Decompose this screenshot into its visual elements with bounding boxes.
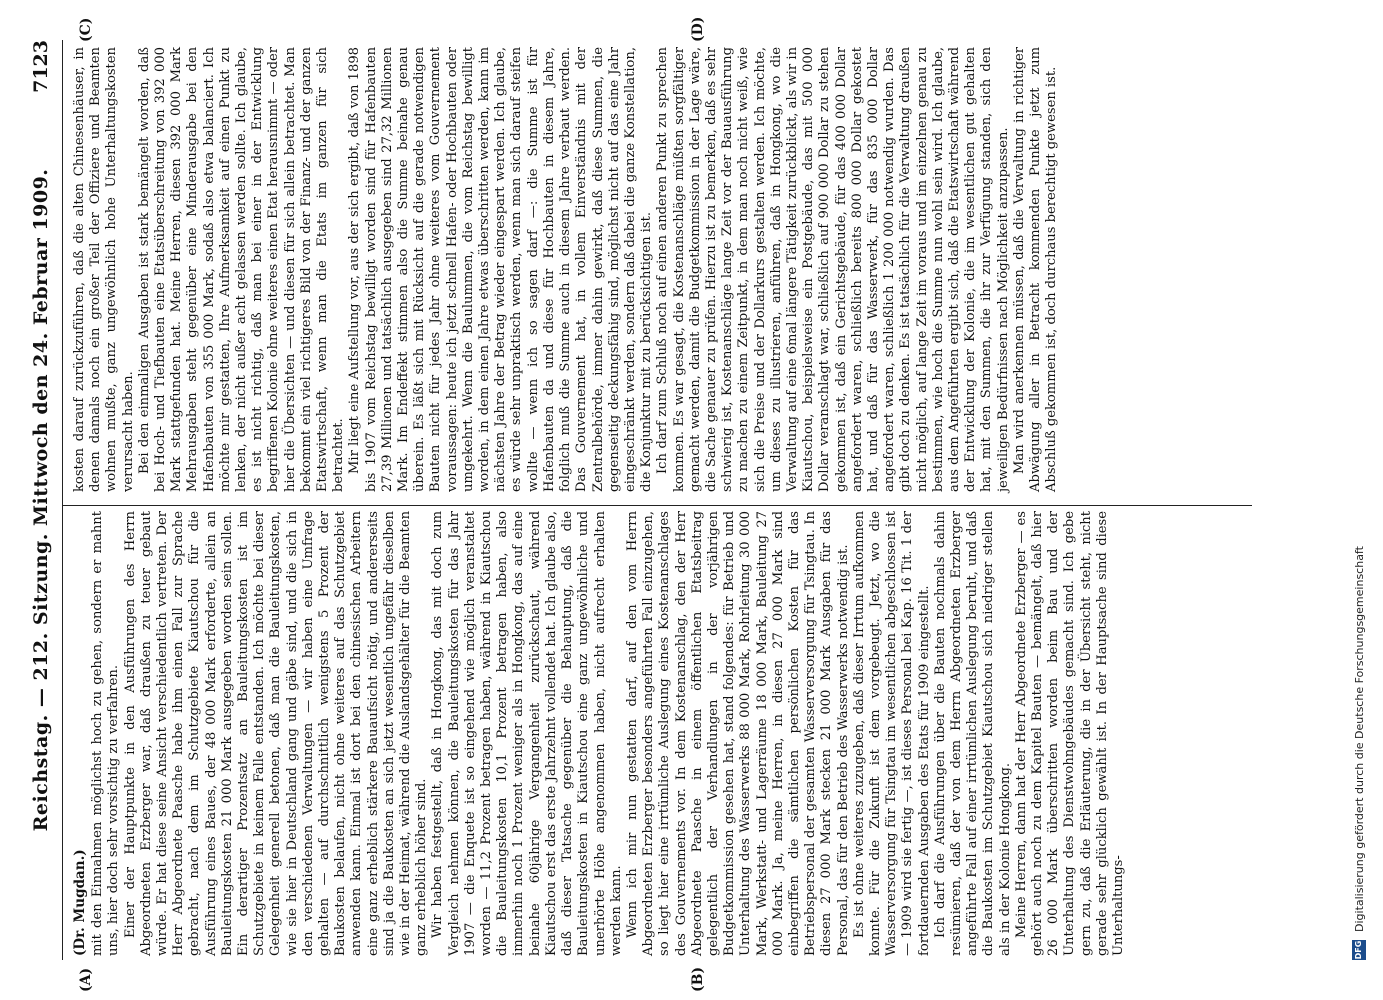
dfg-logo-icon: DFG: [1352, 940, 1366, 960]
header-rule: [62, 40, 63, 960]
speaker-name: (Dr. Mugdan.): [72, 849, 88, 956]
footer-text: Digitalisierung gefördert durch die Deutsche Forschungsgemeinschaft: [1352, 546, 1366, 932]
paragraph: Einer der Hauptpunkte in den Ausführungen des Herrn Abgeordneten Erzberger war, daß draußen zu teuer gebaut würde. Er hat diese seine Ansicht verschiedentlich vertreten. Der Herr Abgeordnete Paasche habe ihm einen Fall zur Sprache gebracht, nach dem im Schutzgebiete Kiautschou für die Ausführung eines Baues, der 48 000 Mark erforderte, allein an Bauleitungskosten 21 000 Mark ausgegeben worden sein sollen. Ein derartiger Prozentsatz an Bauleitungskosten ist im Schutzgebiete in keinem Falle entstanden. Ich möchte bei dieser Gelegenheit generell betonen, daß man die Bauleitungskosten, wie sie hier in Deutschland gang und gäbe sind, und die sich in den verschiedenen Verwaltungen — wir haben eine Umfrage gehalten — auf durchschnittlich wenigstens 5 Prozent der Baukosten belaufen, nicht ohne weiteres auf das Schutzgebiet anwenden kann. Einmal ist dort bei den chinesischen Arbeitern eine ganz erheblich stärkere Bauaufsicht nötig, und andererseits sind ja die Baukosten an sich jetzt wesentlich ungefähr dieselben wie in der Heimat, während die Auslandsgehälter für die Beamten ganz erheblich höher sind.: [122, 511, 430, 956]
paragraph: Es ist ohne weiteres zuzugeben, daß dieser Irrtum aufkommen konnte. Für die Zukunft ist dem vorgebeugt. Jetzt, wo die Wasserversorgung für Tsingtau im wesentlichen abgeschlossen ist — 1909 wird sie fertig —, ist dieses Personal bei Kap. 16 Tit. 1 der fortdauernden Ausgaben des Etats für 1909 eingestellt.: [851, 511, 932, 956]
left-column: [72, 511, 1127, 956]
page-header-title: Reichstag. — 212. Sitzung. Mittwoch den 24. Februar 1909.: [30, 168, 52, 832]
column-rule: [62, 505, 1252, 506]
right-column: [72, 47, 1060, 492]
paragraph: Wenn ich mir nun gestatten darf, auf den vom Herrn Abgeordneten Erzberger besonders angeführten Fall einzugehen, so liegt hier eine irrtümliche Auslegung eines Kostenanschlages des Gouvernements vor. In dem Kostenanschlag, den der Herr Abgeordnete Paasche in einem öffentlichen Etatsbeitrag gelegentlich der Verhandlungen in der vorjährigen Budgetkommission gesehen hat, stand folgendes: für Betrieb und Unterhaltung des Wasserwerks 88 000 Mark, Rohrleitung 30 000 Mark, Werkstatt- und Lagerräume 18 000 Mark, Bauleitung 27 000 Mark. Ja, meine Herren, in diesen 27 000 Mark sind einbegriffen die sämtlichen persönlichen Kosten für das Betriebspersonal der gesamten Wasserversorgung für Tsingtau. In diesen 27 000 Mark stecken 21 000 Mark Ausgaben für das Personal, das für den Betrieb des Wasserwerks notwendig ist.: [624, 511, 851, 956]
page-number: 7123: [30, 40, 52, 93]
margin-marker-b: (B): [690, 966, 706, 992]
margin-marker-a: (A): [78, 967, 94, 992]
paragraph: Meine Herren, dann hat der Herr Abgeordnete Erzberger — es gehört auch noch zu dem Kapitel Bauten — bemängelt, daß hier 26 000 Mark überschritten worden beim Bau und der Unterhaltung des Dienstwohngebäudes gemacht sind. Ich gebe gern zu, daß die Erläuterung, die in der Übersicht steht, nicht gerade sehr glücklich gewählt ist. In der Hauptsache sind diese Unterhaltungs-: [1013, 511, 1126, 956]
paragraph: Mir liegt eine Aufstellung vor, aus der sich ergibt, daß von 1898 bis 1907 vom Reichstag bewilligt worden sind für Hafenbauten 27,39 Millionen und tatsächlich ausgegeben sind 27,32 Millionen Mark. Im Endeffekt stimmen also die Summe beinahe genau überein. Es läßt sich mit Rücksicht auf die gerade notwendigen Bauten nicht für jedes Jahr ohne weiteres vom Gouvernement voraussagen: heute ich jetzt schnell Hafen- oder Hochbauten oder umgekehrt. Wenn die Baulummen, die vom Reichstag bewilligt worden, in dem einen Jahre etwas überschritten werden, kann im nächsten Jahre der Betrag wieder eingespart werden. Ich glaube, es würde sehr unpraktisch werden, wenn man sich darauf steifen wollte — wenn ich so sagen darf —: die Summe ist für Hafenbauten da und diese für Hochbauten in diesem Jahre, folglich muß die Summe auch in diesem Jahre verbaut werden. Das Gouvernement hat, in vollem Einverständnis mit der Zentralbehörde, immer dahin gewirkt, daß diese Summen, die gegenseitig deckungsfähig sind, möglichst nicht auf das eine Jahr eingeschränkt werden, sondern daß dabei die ganze Konstellation, die Konjunktur mit zu berücksichtigen ist.: [347, 47, 655, 492]
paragraph: Ich darf zum Schluß noch auf einen anderen Punkt zu sprechen kommen. Es war gesagt, die Kostenanschläge müßten sorgfältiger gemacht werden, damit die Budgetkommission in der Lage wäre, die Sache genauer zu prüfen. Hierzu ist zu bemerken, daß es sehr schwierig ist, Kostenanschläge lange Zeit vor der Bauausführung zu machen zu einem Zeitpunkt, in dem man noch nicht weiß, wie sich die Preise und der Dollarkurs gestalten werden. Ich möchte, um dieses zu illustrieren, anführen, daß in Hongkong, wo die Verwaltung auf eine 6mal längere Tätigkeit zurückblickt, als wir in Kiautschou, beispielsweise ein Postgebäude, das mit 500 000 Dollar veranschlagt war, schließlich auf 900 000 Dollar zu stehen gekommen ist, daß ein Gerichtsgebäude, für das 400 000 Dollar angefordert waren, schließlich bereits 800 000 Dollar gekostet hat, und daß für das Wasserwerk, für das 835 000 Dollar angefordert waren, schließlich 1 200 000 notwendig wurden. Das gibt doch zu denken. Es ist tatsächlich für die Verwaltung draußen nicht möglich, auf lange Zeit im voraus und im einzelnen genau zu bestimmen, wie hoch die Summe nun wohl sein wird. Ich glaube, aus dem Angeführten ergibt sich, daß die Etatswirtschaft während der Entwicklung der Kolonie, die im wesentlichen gut gehalten hat, mit den Summen, die ihr zur Verfügung standen, sich den jeweiligen Bedürfnissen nach Möglichkeit anzupassen.: [655, 47, 1011, 492]
paragraph: Wir haben festgestellt, daß in Hongkong, das mit doch zum Vergleich nehmen können, die Bauleitungskosten für das Jahr 1907 — die Enquete ist so eingehend wie möglich veranstaltet worden — 11,2 Prozent betragen haben, während in Kiautschou die Bauleitungskosten 10,1 Prozent betragen haben, also immerhin noch 1 Prozent weniger als in Hongkong, das auf eine beinahe 60jährige Vergangenheit zurückschaut, während Kiautschou erst das erste Jahrzehnt vollendet hat. Ich glaube also, daß dieser Tatsache gegenüber die Behauptung, daß die Bauleitungskosten in Kiautschou eine ganz ungewöhnliche und unerhörte Höhe angenommen haben, nicht aufrecht erhalten werden kann.: [430, 511, 624, 956]
page-header: [30, 40, 64, 960]
paragraph: Man wird anerkennen müssen, daß die Verwaltung in richtiger Abwägung aller in Betracht kommenden Punkte jetzt zum Abschluß gekommen ist, doch durchaus berechtigt gewesen ist.: [1011, 47, 1060, 492]
paragraph: mit den Einnahmen möglichst hoch zu gehen, sondern er mahnt uns, hier doch sehr vorsichtig zu verfahren.: [90, 511, 122, 956]
paragraph: Ich darf die Ausführungen über die Bauten nochmals dahin resümieren, daß der von dem Herrn Abgeordneten Erzberger angeführte Fall auf einer irrtümlichen Auslegung beruht, und daß die Baukosten im Schutzgebiet Kiautschou sich niedriger stellen als in der Kolonie Hongkong.: [932, 511, 1013, 956]
margin-marker-d: (D): [690, 16, 706, 42]
paragraph: Bei den einmaligen Ausgaben ist stark bemängelt worden, daß bei Hoch- und Tiefbauten eine Etatsüberschreitung von 392 000 Mark stattgefunden hat. Meine Herren, diesen 392 000 Mark Mehrausgaben steht gegenüber eine Minderausgabe bei den Hafenbauten von 355 000 Mark, sodaß also etwa balanciert. Ich möchte mir gestatten, Ihre Aufmerksamkeit auf einen Punkt zu lenken, der nicht außer acht gelassen werden sollte. Ich glaube, es ist nicht richtig, daß man bei einer in der Entwicklung begriffenen Kolonie ohne weiteres einen Etat herausnimmt — oder hier die Übersichten — und diesen für sich allein betrachtet. Man bekommt ein viel richtigeres Bild von der Finanz- und der ganzen Etatswirtschaft, wenn man die Etats im ganzen für sich betrachtet.: [136, 47, 347, 492]
paragraph: kosten darauf zurückzuführen, daß die alten Chinesenhäuser, in denen damals noch ein großer Teil der Offiziere und Beamten wohnen mußte, ganz ungewöhnlich hohe Unterhaltungskosten verursacht haben.: [72, 47, 136, 492]
page-footer: [1352, 546, 1366, 960]
margin-marker-c: (C): [78, 17, 94, 42]
